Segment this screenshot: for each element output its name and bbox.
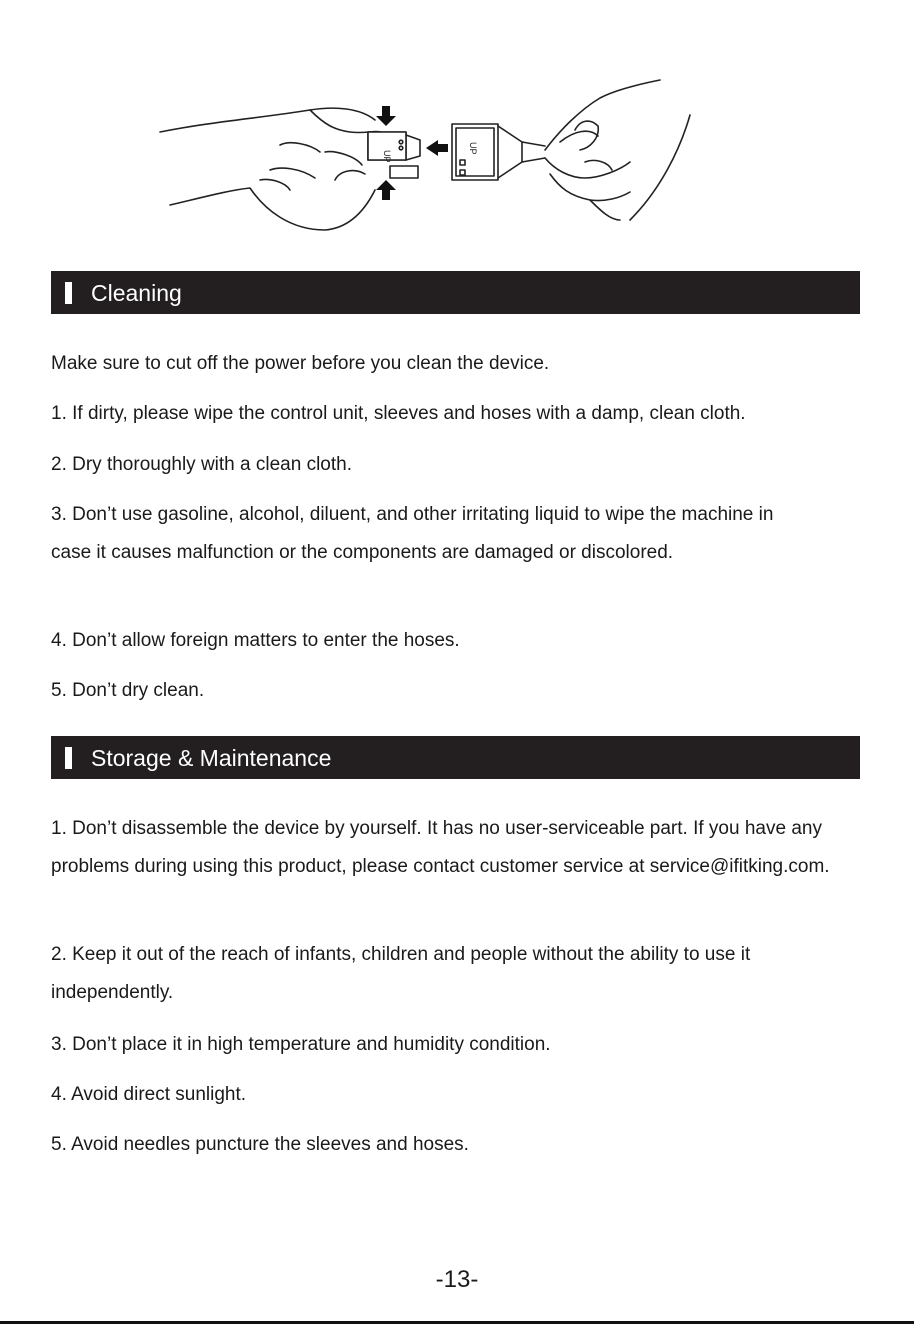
press-up-arrow-icon [376, 180, 396, 200]
cleaning-item-4: 4. Don’t allow foreign matters to enter the hoses. [51, 630, 460, 651]
connector-illustration [150, 70, 710, 240]
cleaning-item-2: 2. Dry thoroughly with a clean cloth. [51, 454, 352, 475]
cleaning-heading: Cleaning [91, 280, 182, 306]
storage-section-header [51, 736, 860, 779]
storage-item-3: 3. Don’t place it in high temperature and humidity condition. [51, 1034, 551, 1055]
storage-heading: Storage & Maintenance [91, 745, 332, 771]
section-marker [65, 282, 72, 304]
cleaning-intro: Make sure to cut off the power before you clean the device. [51, 353, 550, 374]
cleaning-item-3: 3. Don’t use gasoline, alcohol, diluent, and other irritating liquid to wipe the machine in case it causes malfunction or the components are damaged or discolored. [51, 504, 774, 563]
cleaning-section-header [51, 271, 860, 314]
storage-item-1: 1. Don’t disassemble the device by yourself. It has no user-serviceable part. If you have any problems during using this product, please contact customer service at service@ifitking.com. [51, 818, 830, 877]
cleaning-item-1: 1. If dirty, please wipe the control unit, sleeves and hoses with a damp, clean cloth. [51, 403, 746, 424]
storage-item-4: 4. Avoid direct sunlight. [51, 1084, 247, 1105]
section-marker [65, 747, 72, 769]
connector-label-left: UP [382, 150, 392, 163]
connector-label-right: UP [468, 142, 478, 155]
press-down-arrow-icon [376, 106, 396, 126]
storage-item-2: 2. Keep it out of the reach of infants, children and people without the ability to use it independently. [51, 944, 751, 1003]
push-left-arrow-icon [426, 140, 448, 156]
storage-item-5: 5. Avoid needles puncture the sleeves and hoses. [51, 1134, 469, 1155]
page-number: -13- [435, 1266, 479, 1293]
cleaning-item-5: 5. Don’t dry clean. [51, 680, 205, 701]
